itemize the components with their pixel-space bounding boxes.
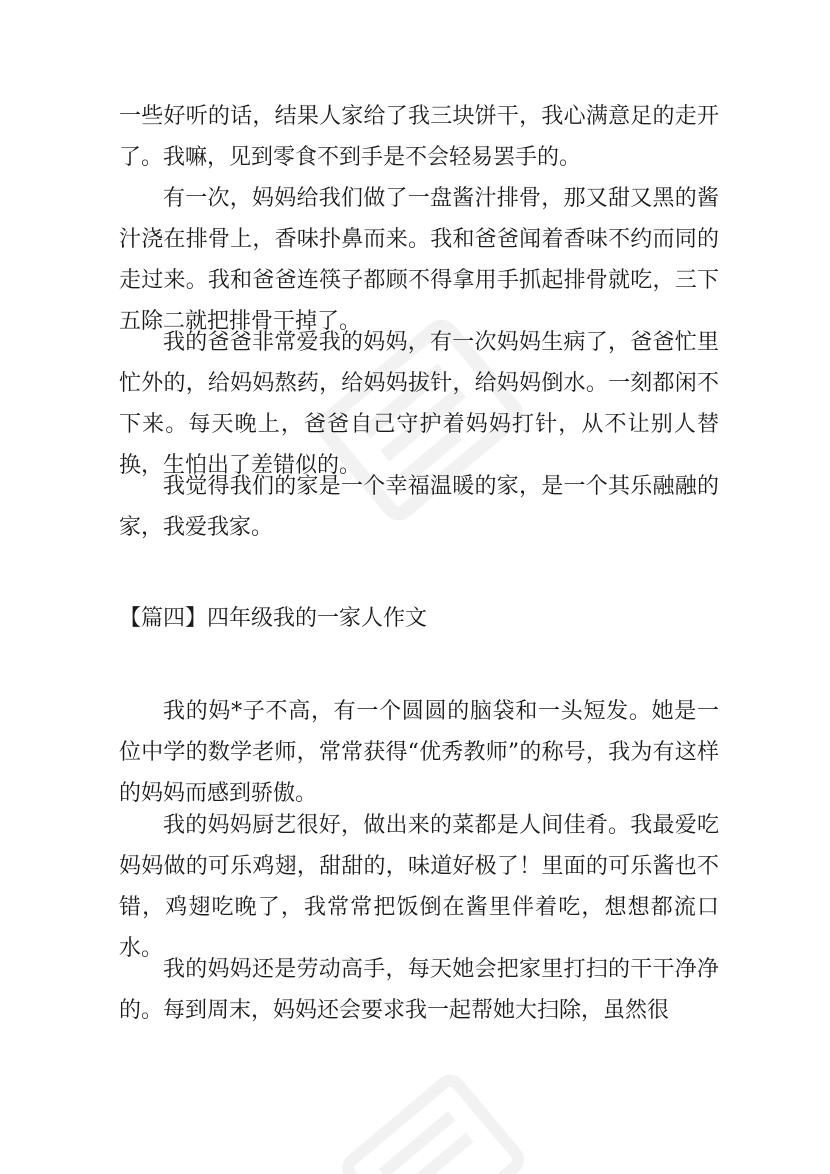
section-heading: 【篇四】四年级我的一家人作文 [119, 606, 428, 631]
section-paragraph-2: 我的妈妈厨艺很好，做出来的菜都是人间佳肴。我最爱吃妈妈做的可乐鸡翅，甜甜的，味道好极了！里面的可乐酱也不错，鸡翅吃晚了，我常常把饭倒在酱里伴着吃，想想都流口水。 [119, 813, 719, 961]
paragraph-3: 我的爸爸非常爱我的妈妈，有一次妈妈生病了，爸爸忙里忙外的，给妈妈熬药，给妈妈拔针，给妈妈倒水。一刻都闲不下来。每天晚上，爸爸自己守护着妈妈打针，从不让别人替换，生怕出了差错似的。 [119, 330, 719, 478]
watermark-graphic-bottom [330, 1060, 530, 1174]
paragraph-2: 有一次，妈妈给我们做了一盘酱汁排骨，那又甜又黑的酱汁浇在排骨上，香味扑鼻而来。我和爸爸闻着香味不约而同的走过来。我和爸爸连筷子都顾不得拿用手抓起排骨就吃，三下五除二就把排骨干掉了。 [119, 186, 719, 334]
paragraph-4: 我觉得我们的家是一个幸福温暖的家，是一个其乐融融的家，我爱我家。 [119, 474, 719, 540]
section-paragraph-3: 我的妈妈还是劳动高手，每天她会把家里打扫的干干净净的。每到周末，妈妈还会要求我一起帮她大扫除，虽然很 [119, 957, 719, 1023]
paragraph-1: 一些好听的话，结果人家给了我三块饼干，我心满意足的走开了。我嘛，见到零食不到手是不会轻易罢手的。 [119, 104, 719, 170]
section-paragraph-1: 我的妈*子不高，有一个圆圆的脑袋和一头短发。她是一位中学的数学老师，常常获得“优秀教师”的称号，我为有这样的妈妈而感到骄傲。 [119, 699, 719, 806]
